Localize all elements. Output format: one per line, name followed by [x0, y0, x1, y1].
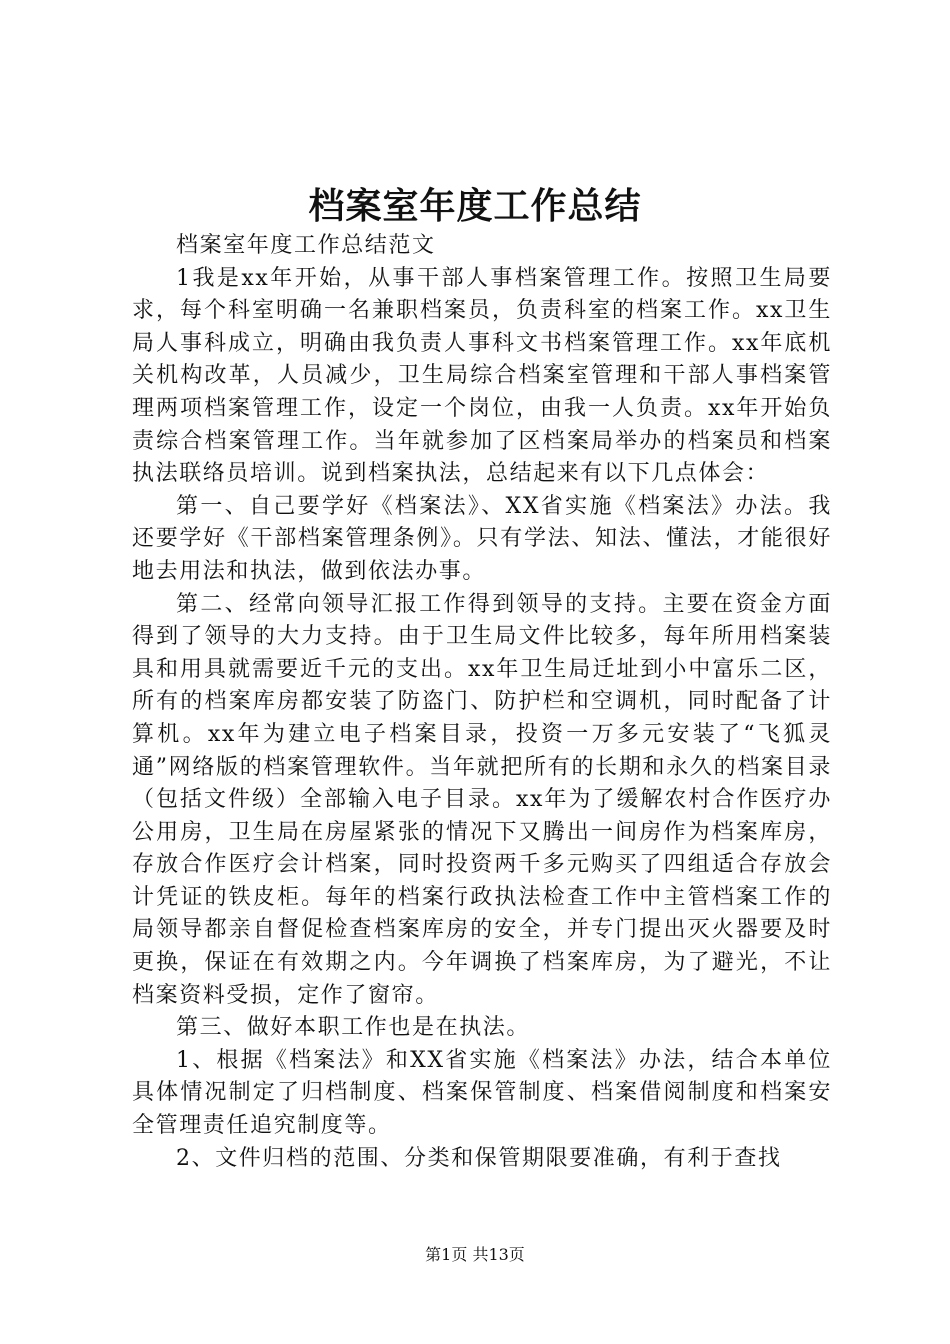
paragraph-subtitle: 档案室年度工作总结范文 — [176, 233, 436, 258]
page-number-footer: 第1页 共13页 — [425, 1245, 525, 1264]
document-body — [132, 230, 832, 1175]
paragraph-item-two: 2、文件归档的范围、分类和保管期限要准确，有利于查找 — [176, 1145, 782, 1171]
paragraph-point-one: 第一、自己要学好《档案法》、XX省实施《档案法》办法。我还要学好《干部档案管理条例》。只有学法、知法、懂法，才能很好地去用法和执法，做到依法办事。 — [132, 493, 832, 584]
document-title: 档案室年度工作总结 — [308, 186, 642, 227]
paragraph-intro: 1我是xx年开始，从事干部人事档案管理工作。按照卫生局要求，每个科室明确一名兼职档案员，负责科室的档案工作。xx卫生局人事科成立，明确由我负责人事科文书档案管理工作。xx年底机关机构改革，人员减少，卫生局综合档案室管理和干部人事档案管理两项档案管理工作，设定一个岗位，由我一人负责。xx年开始负责综合档案管理工作。当年就参加了区档案局举办的档案员和档案执法联络员培训。说到档案执法，总结起来有以下几点体会： — [132, 265, 832, 487]
paragraph-point-two: 第二、经常向领导汇报工作得到领导的支持。主要在资金方面得到了领导的大力支持。由于卫生局文件比较多，每年所用档案装具和用具就需要近千元的支出。xx年卫生局迁址到小中富乐二区，所有的档案库房都安装了防盗门、防护栏和空调机，同时配备了计算机。xx年为建立电子档案目录，投资一万多元安装了“飞狐灵通”网络版的档案管理软件。当年就把所有的长期和永久的档案目录（包括文件级）全部输入电子目录。xx年为了缓解农村合作医疗办公用房，卫生局在房屋紧张的情况下又腾出一间房作为档案库房，存放合作医疗会计档案，同时投资两千多元购买了四组适合存放会计凭证的铁皮柜。每年的档案行政执法检查工作中主管档案工作的局领导都亲自督促检查档案库房的安全，并专门提出灭火器要及时更换，保证在有效期之内。今年调换了档案库房，为了避光，不让档案资料受损，定作了窗帘。 — [132, 591, 832, 1008]
paragraph-point-three: 第三、做好本职工作也是在执法。 — [176, 1015, 531, 1041]
paragraph-item-one: 1、根据《档案法》和XX省实施《档案法》办法，结合本单位具体情况制定了归档制度、档案保管制度、档案借阅制度和档案安全管理责任追究制度等。 — [132, 1047, 832, 1139]
